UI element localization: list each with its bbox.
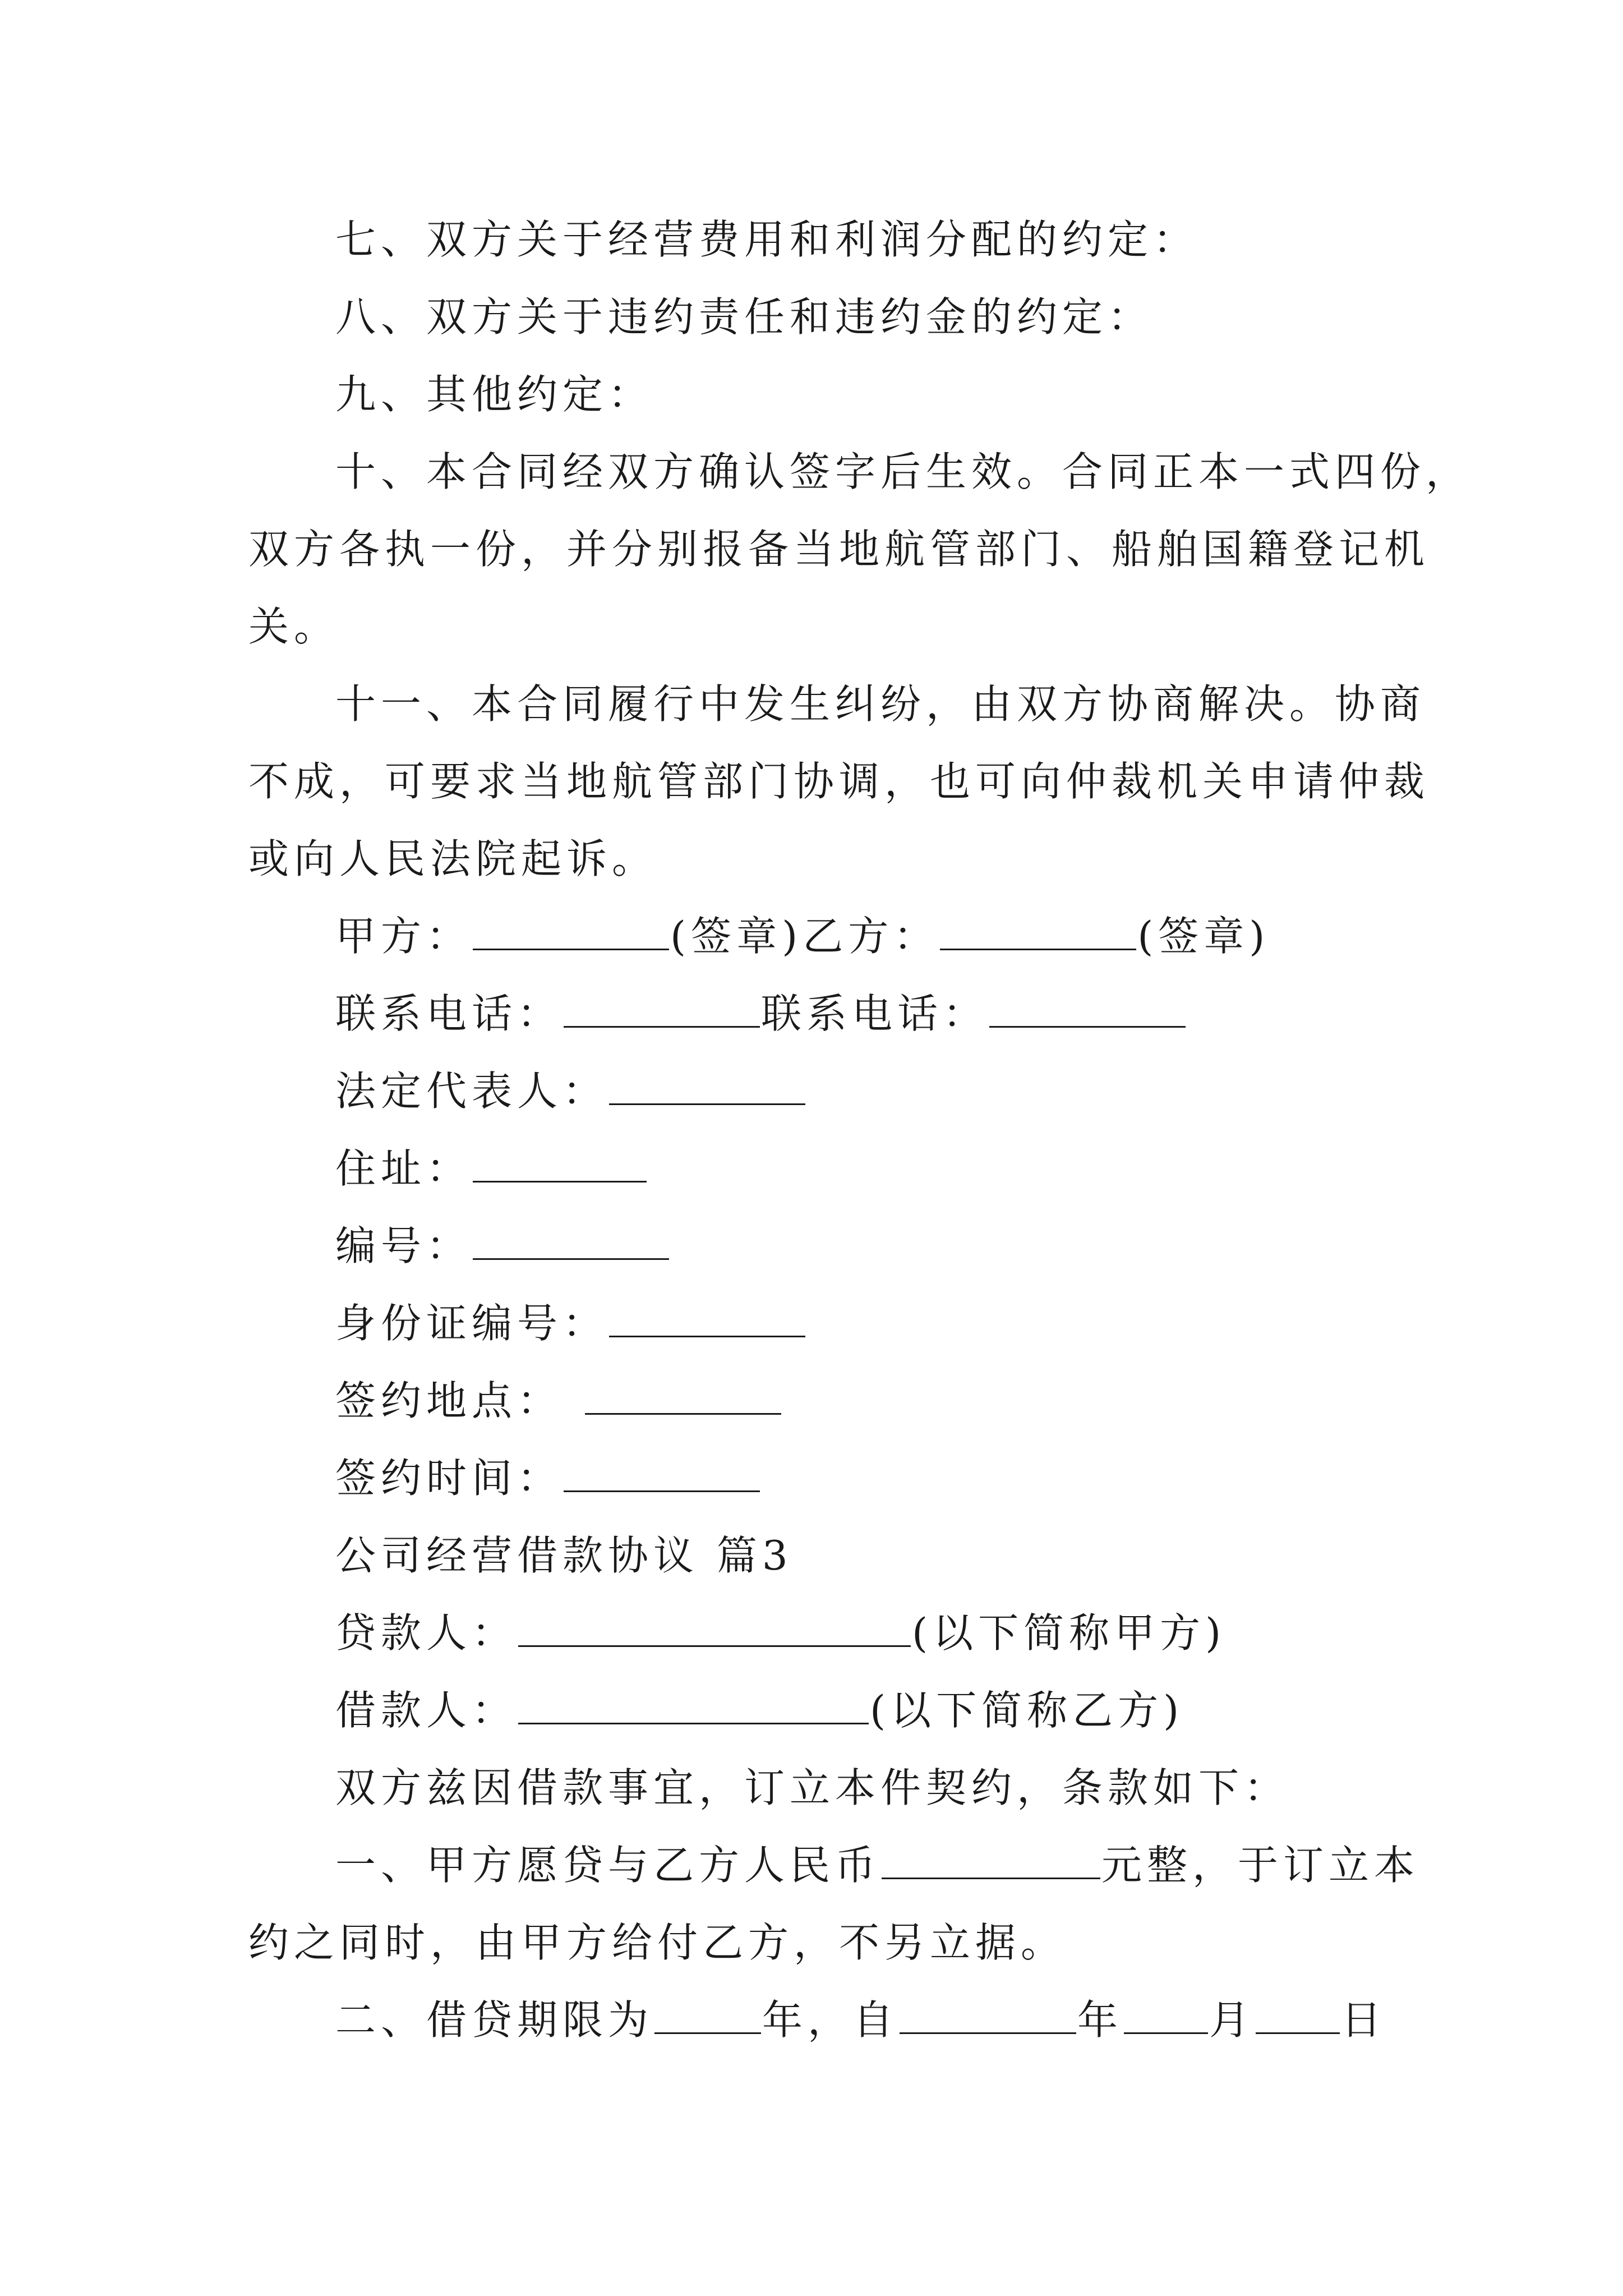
address-line bbox=[335, 1143, 1479, 1194]
paragraph-10-line-3: 关。 bbox=[248, 603, 340, 650]
start-month-blank[interactable] bbox=[1124, 1998, 1208, 2034]
sign-place-line bbox=[335, 1375, 1479, 1426]
clause-2-text-c: 年 bbox=[1077, 1996, 1123, 2044]
phone-b-label: 联系电话： bbox=[761, 990, 989, 1037]
intro-line: 双方兹因借款事宜，订立本件契约，条款如下： bbox=[335, 1764, 1290, 1811]
id-number-line bbox=[335, 1298, 1479, 1349]
lender-blank[interactable] bbox=[518, 1611, 911, 1647]
clause-1-line-2: 约之同时，由甲方给付乙方，不另立据。 bbox=[248, 1919, 1067, 1966]
number-blank[interactable] bbox=[473, 1223, 669, 1260]
borrower-label: 借款人： bbox=[335, 1687, 518, 1734]
borrower-line bbox=[335, 1685, 1479, 1736]
borrower-blank[interactable] bbox=[518, 1688, 869, 1724]
address-blank[interactable] bbox=[473, 1146, 647, 1182]
seal-b-label: (签章) bbox=[1137, 913, 1270, 960]
lender-line bbox=[335, 1608, 1479, 1658]
sign-place-label: 签约地点： bbox=[335, 1377, 563, 1424]
clause-2-text-e: 日 bbox=[1341, 1996, 1387, 2044]
borrower-note: (以下简称乙方) bbox=[870, 1687, 1184, 1734]
term-years-blank[interactable] bbox=[654, 1998, 761, 2034]
sign-place-blank[interactable] bbox=[585, 1378, 781, 1415]
paragraph-10-line-2: 双方各执一份，并分别报备当地航管部门、船舶国籍登记机 bbox=[248, 526, 1430, 573]
sign-time-label: 签约时间： bbox=[335, 1455, 563, 1502]
paragraph-9: 九、其他约定： bbox=[335, 371, 654, 418]
phone-a-blank[interactable] bbox=[564, 991, 760, 1028]
seal-a-label: (签章) bbox=[670, 913, 803, 960]
id-number-blank[interactable] bbox=[609, 1301, 805, 1337]
sign-time-line bbox=[335, 1453, 1479, 1503]
clause-2-text-a: 二、借贷期限为 bbox=[335, 1996, 654, 2044]
address-label: 住址： bbox=[335, 1145, 472, 1192]
section-3-title: 公司经营借款协议 篇3 bbox=[335, 1532, 793, 1579]
phone-line bbox=[335, 988, 1479, 1039]
start-year-blank[interactable] bbox=[900, 1998, 1076, 2034]
clause-2-line-1 bbox=[335, 1995, 1479, 2045]
paragraph-11-line-2: 不成，可要求当地航管部门协调，也可向仲裁机关申请仲裁 bbox=[248, 758, 1430, 805]
legal-rep-line bbox=[335, 1066, 1479, 1116]
clause-2-text-d: 月 bbox=[1209, 1996, 1255, 2044]
party-a-blank[interactable] bbox=[473, 914, 669, 950]
paragraph-11-line-1: 十一、本合同履行中发生纠纷，由双方协商解决。协商 bbox=[335, 680, 1426, 728]
party-b-label: 乙方： bbox=[803, 913, 939, 960]
paragraph-7: 七、双方关于经营费用和利润分配的约定： bbox=[335, 216, 1199, 263]
paragraph-8: 八、双方关于违约责任和违约金的约定： bbox=[335, 293, 1154, 341]
lender-label: 贷款人： bbox=[335, 1609, 518, 1657]
party-line bbox=[335, 911, 1479, 961]
clause-1-line-1 bbox=[335, 1840, 1479, 1890]
party-b-blank[interactable] bbox=[940, 914, 1136, 950]
paragraph-11-line-3: 或向人民法院起诉。 bbox=[248, 835, 658, 882]
lender-note: (以下简称甲方) bbox=[912, 1609, 1227, 1657]
amount-blank[interactable] bbox=[882, 1843, 1100, 1879]
id-number-label: 身份证编号： bbox=[335, 1300, 608, 1347]
clause-2-text-b: 年，自 bbox=[762, 1996, 899, 2044]
phone-a-label: 联系电话： bbox=[335, 990, 563, 1037]
start-day-blank[interactable] bbox=[1256, 1998, 1340, 2034]
clause-1-text-b: 元整，于订立本 bbox=[1101, 1842, 1420, 1889]
phone-b-blank[interactable] bbox=[989, 991, 1186, 1028]
party-a-label: 甲方： bbox=[335, 913, 472, 960]
legal-rep-blank[interactable] bbox=[609, 1069, 805, 1105]
paragraph-10-line-1: 十、本合同经双方确认签字后生效。合同正本一式四份， bbox=[335, 448, 1472, 495]
legal-rep-label: 法定代表人： bbox=[335, 1068, 608, 1115]
clause-1-text-a: 一、甲方愿贷与乙方人民币 bbox=[335, 1842, 881, 1889]
sign-time-blank[interactable] bbox=[564, 1456, 760, 1492]
number-line bbox=[335, 1221, 1479, 1271]
number-label: 编号： bbox=[335, 1222, 472, 1269]
